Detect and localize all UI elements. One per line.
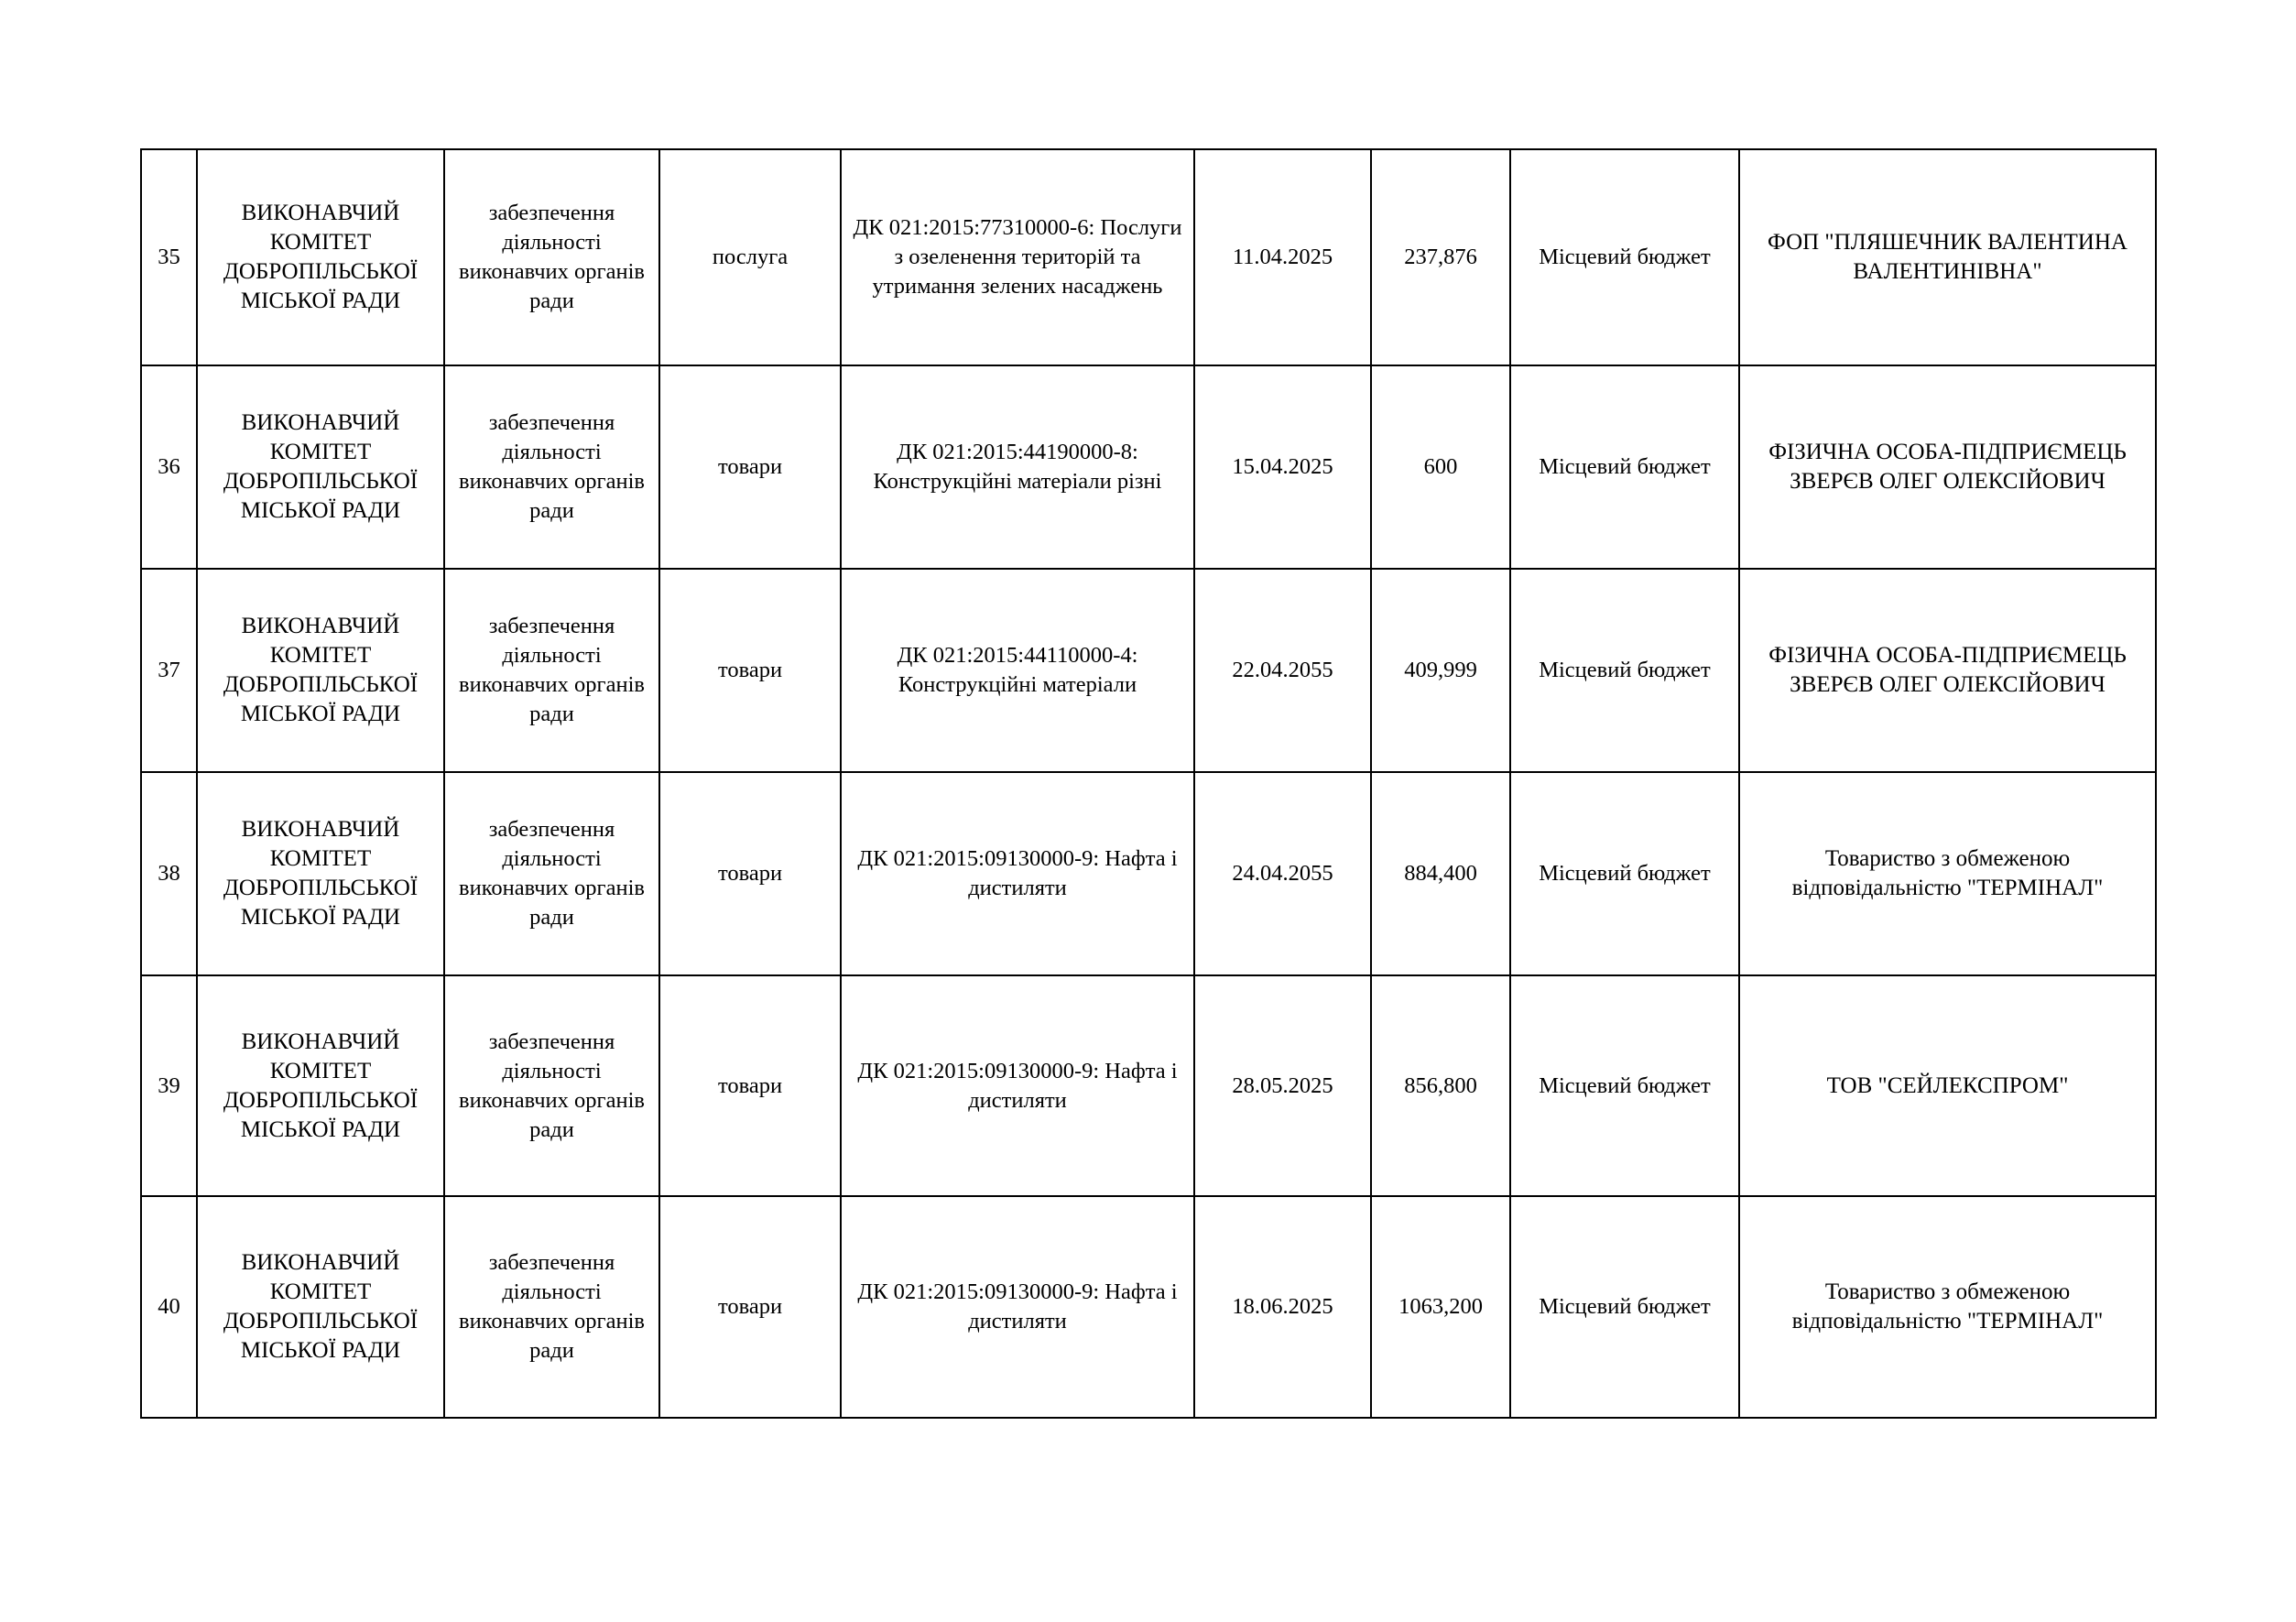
funding-source-cell: Місцевий бюджет — [1510, 975, 1739, 1196]
amount-cell: 856,800 — [1371, 975, 1510, 1196]
row-number-cell: 35 — [141, 149, 197, 365]
procurement-table — [140, 148, 2157, 1419]
funding-source-cell: Місцевий бюджет — [1510, 569, 1739, 772]
cpv-code-cell: ДК 021:2015:09130000-9: Нафта і дистиляти — [841, 772, 1194, 975]
amount-cell: 600 — [1371, 365, 1510, 569]
purpose-cell: забезпечення діяльності виконавчих органів ради — [444, 569, 659, 772]
amount-cell: 1063,200 — [1371, 1196, 1510, 1418]
supplier-cell: ТОВ "СЕЙЛЕКСПРОМ" — [1739, 975, 2156, 1196]
row-number-cell: 37 — [141, 569, 197, 772]
cpv-code-cell: ДК 021:2015:77310000-6: Послуги з озеленення територій та утримання зелених насаджень — [841, 149, 1194, 365]
cpv-code-cell: ДК 021:2015:09130000-9: Нафта і дистиляти — [841, 975, 1194, 1196]
item-type-cell: товари — [659, 772, 841, 975]
date-cell: 11.04.2025 — [1194, 149, 1371, 365]
purpose-cell: забезпечення діяльності виконавчих органів ради — [444, 1196, 659, 1418]
organization-cell: ВИКОНАВЧИЙ КОМІТЕТ ДОБРОПІЛЬСЬКОЇ МІСЬКОЇ РАДИ — [197, 975, 444, 1196]
cpv-code-cell: ДК 021:2015:44110000-4: Конструкційні матеріали — [841, 569, 1194, 772]
funding-source-cell: Місцевий бюджет — [1510, 149, 1739, 365]
purpose-cell: забезпечення діяльності виконавчих органів ради — [444, 149, 659, 365]
purpose-cell: забезпечення діяльності виконавчих органів ради — [444, 365, 659, 569]
funding-source-cell: Місцевий бюджет — [1510, 1196, 1739, 1418]
table-row — [141, 975, 2156, 1196]
table-row — [141, 569, 2156, 772]
date-cell: 24.04.2055 — [1194, 772, 1371, 975]
date-cell: 15.04.2025 — [1194, 365, 1371, 569]
purpose-cell: забезпечення діяльності виконавчих органів ради — [444, 975, 659, 1196]
purpose-cell: забезпечення діяльності виконавчих органів ради — [444, 772, 659, 975]
amount-cell: 884,400 — [1371, 772, 1510, 975]
cpv-code-cell: ДК 021:2015:44190000-8: Конструкційні матеріали різні — [841, 365, 1194, 569]
supplier-cell: ФІЗИЧНА ОСОБА-ПІДПРИЄМЕЦЬ ЗВЕРЄВ ОЛЕГ ОЛЕКСІЙОВИЧ — [1739, 569, 2156, 772]
supplier-cell: Товариство з обмеженою відповідальністю "ТЕРМІНАЛ" — [1739, 772, 2156, 975]
row-number-cell: 39 — [141, 975, 197, 1196]
amount-cell: 409,999 — [1371, 569, 1510, 772]
amount-cell: 237,876 — [1371, 149, 1510, 365]
item-type-cell: послуга — [659, 149, 841, 365]
organization-cell: ВИКОНАВЧИЙ КОМІТЕТ ДОБРОПІЛЬСЬКОЇ МІСЬКОЇ РАДИ — [197, 569, 444, 772]
funding-source-cell: Місцевий бюджет — [1510, 772, 1739, 975]
funding-source-cell: Місцевий бюджет — [1510, 365, 1739, 569]
table-row — [141, 149, 2156, 365]
table-row — [141, 772, 2156, 975]
organization-cell: ВИКОНАВЧИЙ КОМІТЕТ ДОБРОПІЛЬСЬКОЇ МІСЬКОЇ РАДИ — [197, 772, 444, 975]
date-cell: 28.05.2025 — [1194, 975, 1371, 1196]
item-type-cell: товари — [659, 975, 841, 1196]
table-row — [141, 365, 2156, 569]
item-type-cell: товари — [659, 365, 841, 569]
supplier-cell: ФОП "ПЛЯШЕЧНИК ВАЛЕНТИНА ВАЛЕНТИНІВНА" — [1739, 149, 2156, 365]
supplier-cell: ФІЗИЧНА ОСОБА-ПІДПРИЄМЕЦЬ ЗВЕРЄВ ОЛЕГ ОЛЕКСІЙОВИЧ — [1739, 365, 2156, 569]
date-cell: 22.04.2055 — [1194, 569, 1371, 772]
organization-cell: ВИКОНАВЧИЙ КОМІТЕТ ДОБРОПІЛЬСЬКОЇ МІСЬКОЇ РАДИ — [197, 365, 444, 569]
supplier-cell: Товариство з обмеженою відповідальністю "ТЕРМІНАЛ" — [1739, 1196, 2156, 1418]
item-type-cell: товари — [659, 1196, 841, 1418]
organization-cell: ВИКОНАВЧИЙ КОМІТЕТ ДОБРОПІЛЬСЬКОЇ МІСЬКОЇ РАДИ — [197, 149, 444, 365]
table-row — [141, 1196, 2156, 1418]
cpv-code-cell: ДК 021:2015:09130000-9: Нафта і дистиляти — [841, 1196, 1194, 1418]
row-number-cell: 38 — [141, 772, 197, 975]
date-cell: 18.06.2025 — [1194, 1196, 1371, 1418]
row-number-cell: 40 — [141, 1196, 197, 1418]
organization-cell: ВИКОНАВЧИЙ КОМІТЕТ ДОБРОПІЛЬСЬКОЇ МІСЬКОЇ РАДИ — [197, 1196, 444, 1418]
row-number-cell: 36 — [141, 365, 197, 569]
item-type-cell: товари — [659, 569, 841, 772]
